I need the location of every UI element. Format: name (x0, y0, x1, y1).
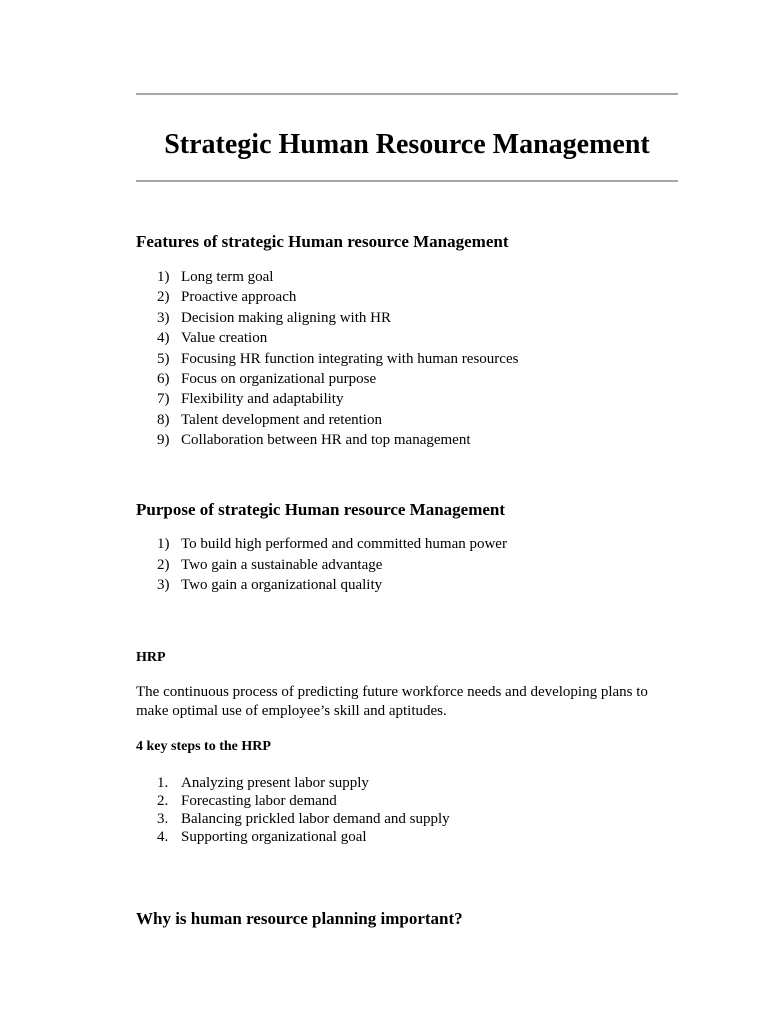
list-item-text: Two gain a organizational quality (181, 577, 383, 593)
list-item-text: Focusing HR function integrating with human resources (181, 350, 519, 367)
list-item-text: Value creation (181, 330, 268, 347)
list-item-number: 3) (157, 577, 170, 593)
list-item (136, 534, 507, 555)
list-item-text: Two gain a sustainable advantage (181, 556, 383, 573)
list-item (136, 430, 518, 450)
list-item (136, 575, 507, 596)
hrp-definition: The continuous process of predicting future workforce needs and developing plans to make optimal use of employee’s skill and aptitudes. (136, 684, 648, 719)
list-item-number: 1) (157, 269, 170, 285)
hrp-heading: HRP (136, 650, 166, 665)
list-item-text: Collaboration between HR and top management (181, 432, 471, 449)
list-item (136, 410, 518, 430)
list-item-number: 9) (157, 432, 170, 449)
list-item-text: Flexibility and adaptability (181, 391, 344, 408)
list-item-number: 3) (157, 309, 170, 326)
list-item-number: 4. (157, 829, 169, 845)
list-item (136, 555, 507, 576)
title-top-rule (136, 93, 678, 95)
list-item-number: 2) (157, 556, 170, 573)
list-item (136, 328, 518, 348)
document-title: Strategic Human Resource Management (164, 129, 650, 160)
features-list (136, 267, 518, 451)
list-item (136, 308, 518, 328)
list-item (136, 810, 450, 828)
list-item (136, 349, 518, 369)
list-item-number: 2. (157, 793, 169, 809)
list-item-text: Decision making aligning with HR (181, 309, 391, 326)
hrp-steps-list (136, 774, 450, 846)
list-item-number: 1. (157, 775, 169, 791)
importance-heading: Why is human resource planning important? (136, 909, 463, 928)
list-item-text: Balancing prickled labor demand and supply (181, 811, 450, 827)
list-item (136, 792, 450, 810)
list-item-text: Analyzing present labor supply (181, 775, 369, 791)
purpose-heading: Purpose of strategic Human resource Management (136, 500, 506, 519)
list-item-number: 4) (157, 330, 170, 347)
list-item (136, 828, 450, 846)
list-item-text: Long term goal (181, 269, 274, 285)
list-item-number: 2) (157, 289, 170, 306)
list-item-text: Forecasting labor demand (181, 793, 337, 809)
list-item (136, 369, 518, 389)
list-item-text: Talent development and retention (181, 411, 382, 428)
list-item-text: Proactive approach (181, 289, 297, 306)
list-item-number: 7) (157, 391, 170, 408)
list-item (136, 389, 518, 409)
list-item (136, 267, 518, 287)
list-item (136, 287, 518, 307)
list-item-number: 1) (157, 536, 170, 552)
list-item-text: To build high performed and committed human power (181, 536, 507, 552)
purpose-list (136, 534, 507, 596)
list-item (136, 774, 450, 792)
list-item-number: 8) (157, 411, 170, 428)
title-bottom-rule (136, 180, 678, 182)
hrp-steps-heading: 4 key steps to the HRP (136, 739, 271, 754)
list-item-text: Focus on organizational purpose (181, 370, 377, 387)
list-item-number: 3. (157, 811, 169, 827)
list-item-text: Supporting organizational goal (181, 829, 367, 845)
list-item-number: 5) (157, 350, 170, 367)
list-item-number: 6) (157, 370, 170, 387)
features-heading: Features of strategic Human resource Management (136, 232, 509, 251)
